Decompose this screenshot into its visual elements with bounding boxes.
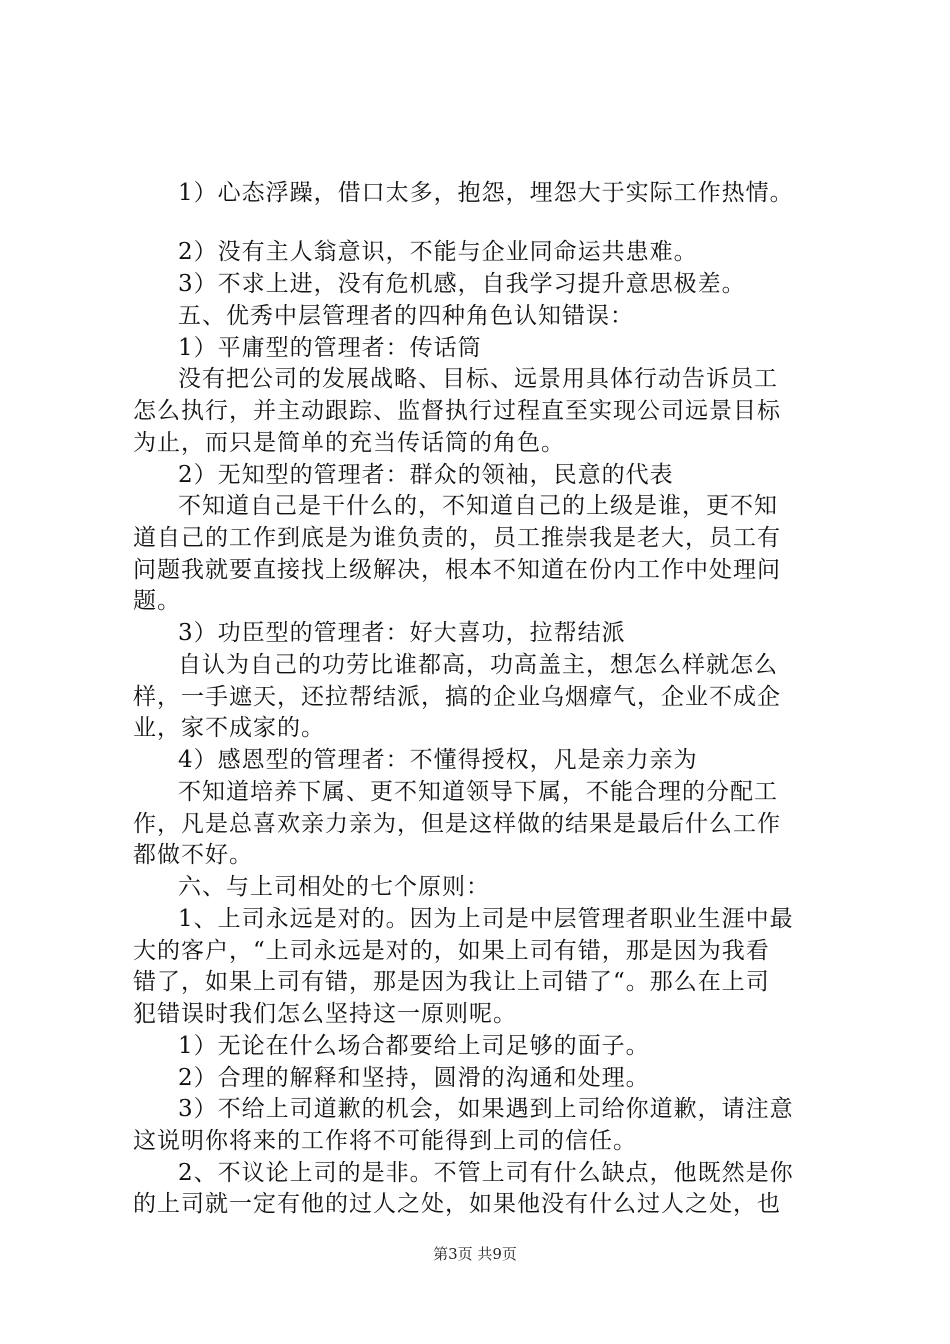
text-line: 业，家不成家的。	[133, 715, 325, 741]
text-line: 道自己的工作到底是为谁负责的，员工推崇我是老大，员工有	[133, 525, 781, 551]
text-line: 2）无知型的管理者：群众的领袖，民意的代表	[178, 462, 674, 488]
text-line: 这说明你将来的工作将不可能得到上司的信任。	[133, 1128, 637, 1154]
text-line: 3）功臣型的管理者：好大喜功，拉帮结派	[178, 620, 626, 646]
section-heading: 五、优秀中层管理者的四种角色认知错误：	[178, 303, 634, 329]
text-line: 都做不好。	[133, 842, 253, 868]
page-number-footer: 第3页 共9页	[433, 1245, 517, 1263]
text-line: 3）不给上司道歉的机会，如果遇到上司给你道歉，请注意	[178, 1096, 794, 1122]
text-line: 1、上司永远是对的。因为上司是中层管理者职业生涯中最	[178, 906, 794, 932]
text-line: 的上司就一定有他的过人之处，如果他没有什么过人之处，也	[133, 1191, 781, 1217]
section-heading: 六、与上司相处的七个原则：	[178, 874, 490, 900]
text-line: 题。	[133, 588, 181, 614]
text-line: 2）合理的解释和坚持，圆滑的沟通和处理。	[178, 1065, 650, 1091]
text-line: 2）没有主人翁意识，不能与企业同命运共患难。	[178, 239, 698, 265]
text-line: 怎么执行，并主动跟踪、监督执行过程直至实现公司远景目标	[133, 398, 781, 424]
text-line: 1）无论在什么场合都要给上司足够的面子。	[178, 1033, 650, 1059]
text-line: 3）不求上进，没有危机感，自我学习提升意思极差。	[178, 271, 746, 297]
text-line: 为止，而只是简单的充当传话筒的角色。	[133, 430, 565, 456]
text-line: 错了，如果上司有错，那是因为我让上司错了“。那么在上司	[133, 969, 770, 995]
text-line: 2、不议论上司的是非。不管上司有什么缺点，他既然是你	[178, 1160, 794, 1186]
text-line: 没有把公司的发展战略、目标、远景用具体行动告诉员工	[178, 366, 778, 392]
text-line: 自认为自己的功劳比谁都高，功高盖主，想怎么样就怎么	[178, 652, 778, 678]
text-line: 大的客户，“上司永远是对的，如果上司有错，那是因为我看	[133, 938, 770, 964]
text-line: 1）心态浮躁，借口太多，抱怨，埋怨大于实际工作热情。	[178, 180, 794, 206]
text-line: 作，凡是总喜欢亲力亲为，但是这样做的结果是最后什么工作	[133, 811, 781, 837]
text-line: 不知道自己是干什么的，不知道自己的上级是谁，更不知	[178, 493, 778, 519]
text-line: 问题我就要直接找上级解决，根本不知道在份内工作中处理问	[133, 557, 781, 583]
text-line: 犯错误时我们怎么坚持这一原则呢。	[133, 1001, 517, 1027]
text-line: 1）平庸型的管理者：传话筒	[178, 335, 482, 361]
text-line: 不知道培养下属、更不知道领导下属，不能合理的分配工	[178, 779, 778, 805]
text-line: 4）感恩型的管理者：不懂得授权，凡是亲力亲为	[178, 747, 698, 773]
text-line: 样，一手遮天，还拉帮结派，搞的企业乌烟瘴气，企业不成企	[133, 684, 781, 710]
